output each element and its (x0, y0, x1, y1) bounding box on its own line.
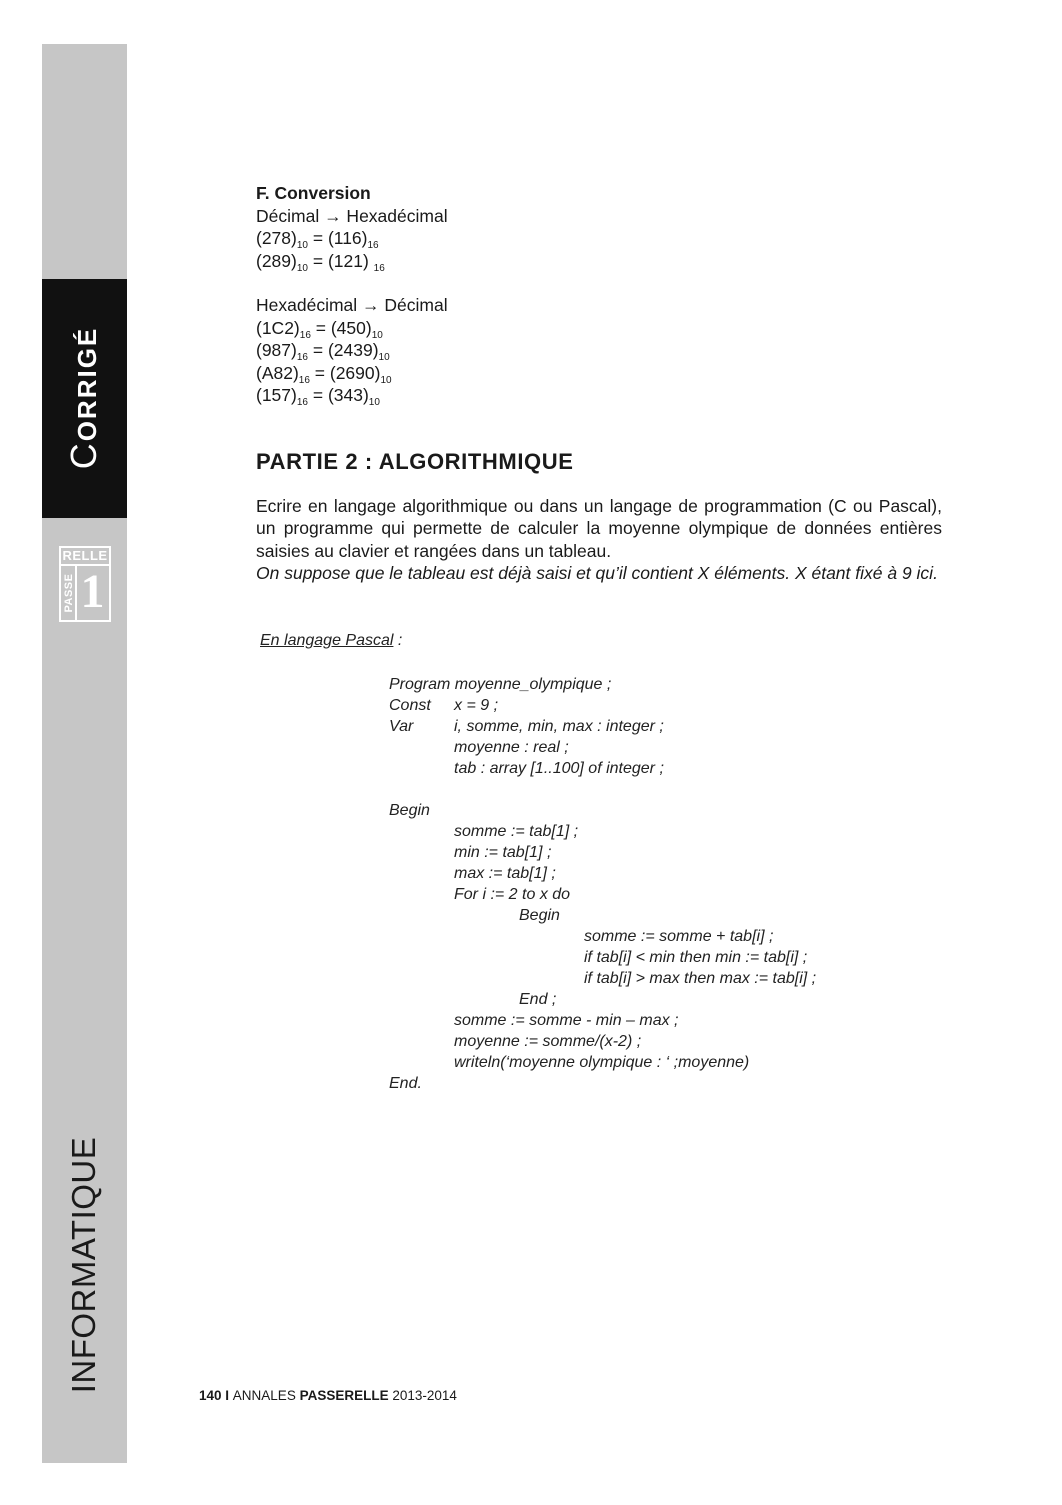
base: 16 (373, 262, 385, 274)
section-label-initial: C (63, 441, 104, 470)
pascal-code (389, 674, 816, 1094)
pascal-label (260, 632, 402, 650)
base: 10 (378, 352, 390, 363)
passerelle-logo (59, 546, 111, 622)
main-content (256, 182, 942, 585)
value: (A82) (256, 362, 299, 383)
section-heading: PARTIE 2 : ALGORITHMIQUE (256, 448, 574, 474)
logo-side (62, 566, 77, 620)
code-line: min := tab[1] ; (454, 844, 552, 861)
base: 10 (368, 397, 380, 408)
logo-top-text: RELLE (61, 548, 109, 566)
page-footer (199, 1388, 457, 1403)
conversion-row: $(157)_{16} = (343)_{10}$ (256, 385, 380, 408)
code-text: x = 9 ; (454, 697, 499, 714)
logo-number: 1 (80, 565, 105, 618)
base: 10 (296, 262, 308, 274)
conversion-row: $(987)_{16} = (2439)_{10}$ (256, 340, 390, 363)
pascal-label-text: En langage Pascal (260, 632, 394, 649)
code-line: End ; (519, 991, 557, 1008)
value: (2690) (329, 362, 381, 383)
code-line (389, 716, 816, 737)
exercise-note: On suppose que le tableau est déjà saisi et qu’il contient X éléments. X étant fixé à 9 ici. (256, 563, 938, 583)
section-label-rest: ORRIGÉ (72, 326, 102, 442)
value: (343) (327, 385, 369, 405)
code-line: somme := somme + tab[i] ; (584, 928, 774, 945)
code-line: max := tab[1] ; (454, 865, 556, 882)
code-keyword: Const (389, 697, 431, 714)
pascal-label-suffix: : (393, 632, 403, 649)
footer-separator: I (221, 1388, 233, 1403)
dec-to-hex-title: Décimal → Hexadécimal (256, 205, 448, 226)
code-line: For i := 2 to x do (454, 886, 571, 903)
value: (278) (256, 228, 297, 248)
code-line: if tab[i] < min then min := tab[i] ; (584, 949, 808, 966)
value: (450) (330, 317, 372, 338)
value: (116) (327, 228, 368, 248)
exercise-paragraph: Ecrire en langage algorithmique ou dans un langage de programmation (C ou Pascal), un programme qui permette de calculer la moyenne olympique de données entières saisies au clavier et rangées dans un tableau. (256, 495, 942, 561)
code-line: if tab[i] > max then max := tab[i] ; (584, 970, 817, 987)
base: 16 (299, 329, 311, 341)
page-number: 140 (199, 1388, 222, 1403)
base: 16 (298, 374, 310, 386)
logo-side-text: PASSE (62, 573, 75, 613)
code-line: tab : array [1..100] of integer ; (454, 760, 664, 777)
code-line: somme := tab[1] ; (454, 823, 579, 840)
code-blank (389, 779, 816, 800)
code-text: i, somme, min, max : integer ; (454, 718, 664, 735)
base: 10 (296, 240, 308, 251)
base: 16 (296, 352, 308, 363)
value: (1C2) (256, 317, 300, 338)
base: 16 (296, 397, 308, 408)
code-line: moyenne : real ; (454, 739, 569, 756)
code-line: Begin (519, 907, 560, 924)
conversion-row: $(1C2)_{16} = (450)_{10}$ (256, 317, 383, 341)
spacer (256, 272, 942, 294)
code-keyword: Var (389, 718, 414, 735)
conversion-title: F. Conversion (256, 183, 371, 203)
conversion-row: $(278)_{10} = (116)_{16}$ (256, 228, 379, 251)
hex-to-dec-title: Hexadécimal → Décimal (256, 295, 448, 315)
footer-years: 2013-2014 (388, 1388, 457, 1403)
code-line: writeln(‘moyenne olympique : ‘ ;moyenne) (454, 1054, 750, 1071)
conversion-row: $(289)_{10} = (121)$ $_{16}$ (256, 250, 385, 274)
code-line: Program moyenne_olympique ; (389, 676, 612, 693)
code-line: somme := somme - min – max ; (454, 1012, 679, 1029)
code-line: End. (389, 1075, 422, 1092)
value: (289) (256, 250, 297, 271)
value: (2439) (327, 340, 379, 360)
code-line: moyenne := somme/(x-2) ; (454, 1033, 642, 1050)
base: 16 (367, 240, 379, 251)
value: (987) (256, 340, 297, 360)
footer-annales: ANNALES (232, 1388, 300, 1403)
value: (157) (256, 385, 297, 405)
conversion-row: $(A82)_{16} = (2690)_{10}$ (256, 362, 392, 386)
subject-label: INFORMATIQUE (65, 1136, 102, 1394)
base: 10 (380, 374, 392, 386)
code-line: Begin (389, 802, 430, 819)
section-label (63, 327, 105, 470)
code-line (389, 695, 816, 716)
footer-passerelle: PASSERELLE (299, 1388, 389, 1403)
base: 10 (371, 329, 383, 341)
value: (121) (327, 250, 374, 271)
